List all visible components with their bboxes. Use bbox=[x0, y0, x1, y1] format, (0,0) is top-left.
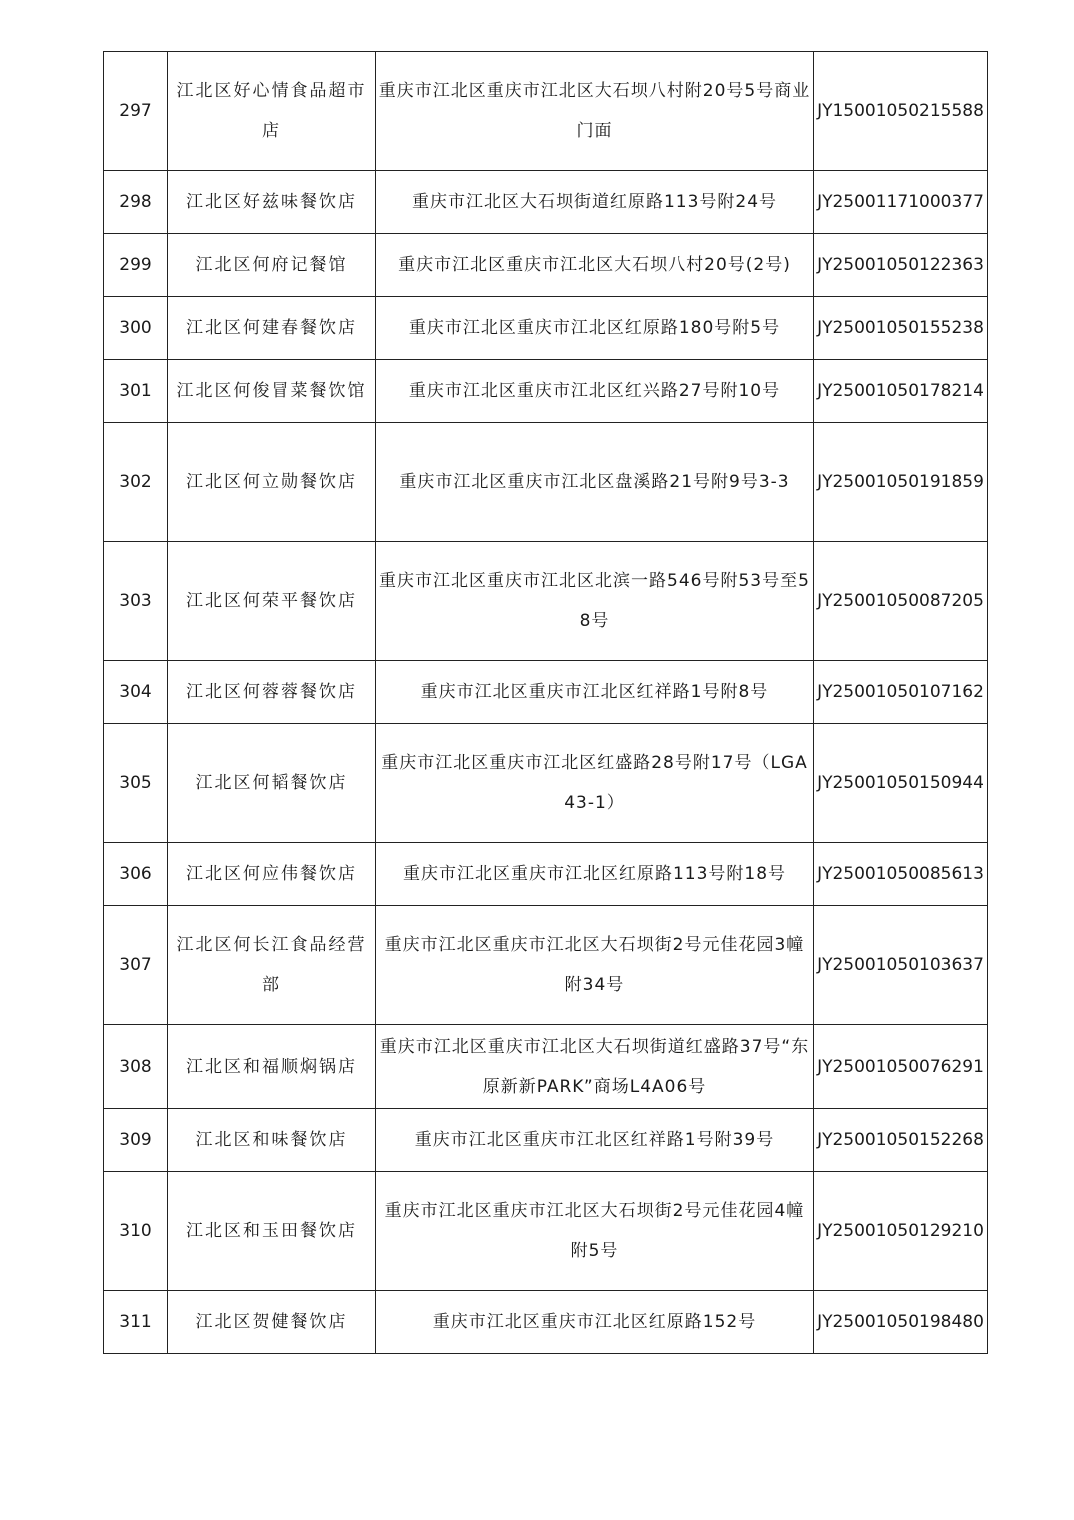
table-row bbox=[104, 1109, 988, 1172]
license-number: JY25001050076291 bbox=[814, 1025, 988, 1109]
business-name: 江北区何荣平餐饮店 bbox=[168, 542, 376, 661]
row-number: 305 bbox=[104, 724, 168, 843]
business-address: 重庆市江北区重庆市江北区大石坝八村附20号5号商业门面 bbox=[376, 52, 814, 171]
business-address: 重庆市江北区重庆市江北区北滨一路546号附53号至58号 bbox=[376, 542, 814, 661]
license-number: JY25001171000377 bbox=[814, 171, 988, 234]
business-address: 重庆市江北区重庆市江北区红盛路28号附17号（LGA43-1） bbox=[376, 724, 814, 843]
business-name: 江北区何建春餐饮店 bbox=[168, 297, 376, 360]
business-address: 重庆市江北区重庆市江北区大石坝街道红盛路37号“东原新新PARK”商场L4A06号 bbox=[376, 1025, 814, 1109]
business-address: 重庆市江北区重庆市江北区红祥路1号附8号 bbox=[376, 661, 814, 724]
license-number: JY25001050107162 bbox=[814, 661, 988, 724]
business-address: 重庆市江北区重庆市江北区红祥路1号附39号 bbox=[376, 1109, 814, 1172]
table-row bbox=[104, 1291, 988, 1354]
business-address: 重庆市江北区重庆市江北区红兴路27号附10号 bbox=[376, 360, 814, 423]
table-row bbox=[104, 906, 988, 1025]
table-row bbox=[104, 542, 988, 661]
table-row bbox=[104, 297, 988, 360]
license-number: JY25001050152268 bbox=[814, 1109, 988, 1172]
license-number: JY25001050103637 bbox=[814, 906, 988, 1025]
table-row bbox=[104, 52, 988, 171]
license-number: JY25001050178214 bbox=[814, 360, 988, 423]
table-row bbox=[104, 423, 988, 542]
license-number: JY25001050191859 bbox=[814, 423, 988, 542]
row-number: 297 bbox=[104, 52, 168, 171]
row-number: 309 bbox=[104, 1109, 168, 1172]
business-name: 江北区贺健餐饮店 bbox=[168, 1291, 376, 1354]
business-address: 重庆市江北区重庆市江北区大石坝八村20号(2号) bbox=[376, 234, 814, 297]
row-number: 300 bbox=[104, 297, 168, 360]
business-name: 江北区何长江食品经营部 bbox=[168, 906, 376, 1025]
license-number: JY25001050122363 bbox=[814, 234, 988, 297]
business-name: 江北区何韬餐饮店 bbox=[168, 724, 376, 843]
license-number: JY15001050215588 bbox=[814, 52, 988, 171]
row-number: 299 bbox=[104, 234, 168, 297]
table-row bbox=[104, 661, 988, 724]
business-address: 重庆市江北区重庆市江北区大石坝街2号元佳花园3幢附34号 bbox=[376, 906, 814, 1025]
business-name: 江北区何蓉蓉餐饮店 bbox=[168, 661, 376, 724]
row-number: 303 bbox=[104, 542, 168, 661]
business-name: 江北区和玉田餐饮店 bbox=[168, 1172, 376, 1291]
table-row bbox=[104, 724, 988, 843]
row-number: 302 bbox=[104, 423, 168, 542]
table-row bbox=[104, 843, 988, 906]
license-table bbox=[103, 51, 988, 1354]
business-name: 江北区何俊冒菜餐饮馆 bbox=[168, 360, 376, 423]
table-row bbox=[104, 234, 988, 297]
row-number: 306 bbox=[104, 843, 168, 906]
business-name: 江北区和福顺焖锅店 bbox=[168, 1025, 376, 1109]
license-number: JY25001050155238 bbox=[814, 297, 988, 360]
row-number: 301 bbox=[104, 360, 168, 423]
row-number: 311 bbox=[104, 1291, 168, 1354]
business-address: 重庆市江北区重庆市江北区盘溪路21号附9号3-3 bbox=[376, 423, 814, 542]
business-name: 江北区何府记餐馆 bbox=[168, 234, 376, 297]
row-number: 304 bbox=[104, 661, 168, 724]
row-number: 308 bbox=[104, 1025, 168, 1109]
row-number: 310 bbox=[104, 1172, 168, 1291]
row-number: 298 bbox=[104, 171, 168, 234]
row-number: 307 bbox=[104, 906, 168, 1025]
business-address: 重庆市江北区重庆市江北区红原路180号附5号 bbox=[376, 297, 814, 360]
license-number: JY25001050150944 bbox=[814, 724, 988, 843]
business-address: 重庆市江北区大石坝街道红原路113号附24号 bbox=[376, 171, 814, 234]
business-name: 江北区好兹味餐饮店 bbox=[168, 171, 376, 234]
business-address: 重庆市江北区重庆市江北区红原路113号附18号 bbox=[376, 843, 814, 906]
business-name: 江北区好心情食品超市店 bbox=[168, 52, 376, 171]
business-name: 江北区和味餐饮店 bbox=[168, 1109, 376, 1172]
license-number: JY25001050087205 bbox=[814, 542, 988, 661]
business-address: 重庆市江北区重庆市江北区大石坝街2号元佳花园4幢附5号 bbox=[376, 1172, 814, 1291]
business-address: 重庆市江北区重庆市江北区红原路152号 bbox=[376, 1291, 814, 1354]
license-number: JY25001050198480 bbox=[814, 1291, 988, 1354]
table-row bbox=[104, 171, 988, 234]
table-row bbox=[104, 360, 988, 423]
business-name: 江北区何立勋餐饮店 bbox=[168, 423, 376, 542]
business-name: 江北区何应伟餐饮店 bbox=[168, 843, 376, 906]
table-row bbox=[104, 1172, 988, 1291]
license-number: JY25001050129210 bbox=[814, 1172, 988, 1291]
table-row bbox=[104, 1025, 988, 1109]
license-number: JY25001050085613 bbox=[814, 843, 988, 906]
